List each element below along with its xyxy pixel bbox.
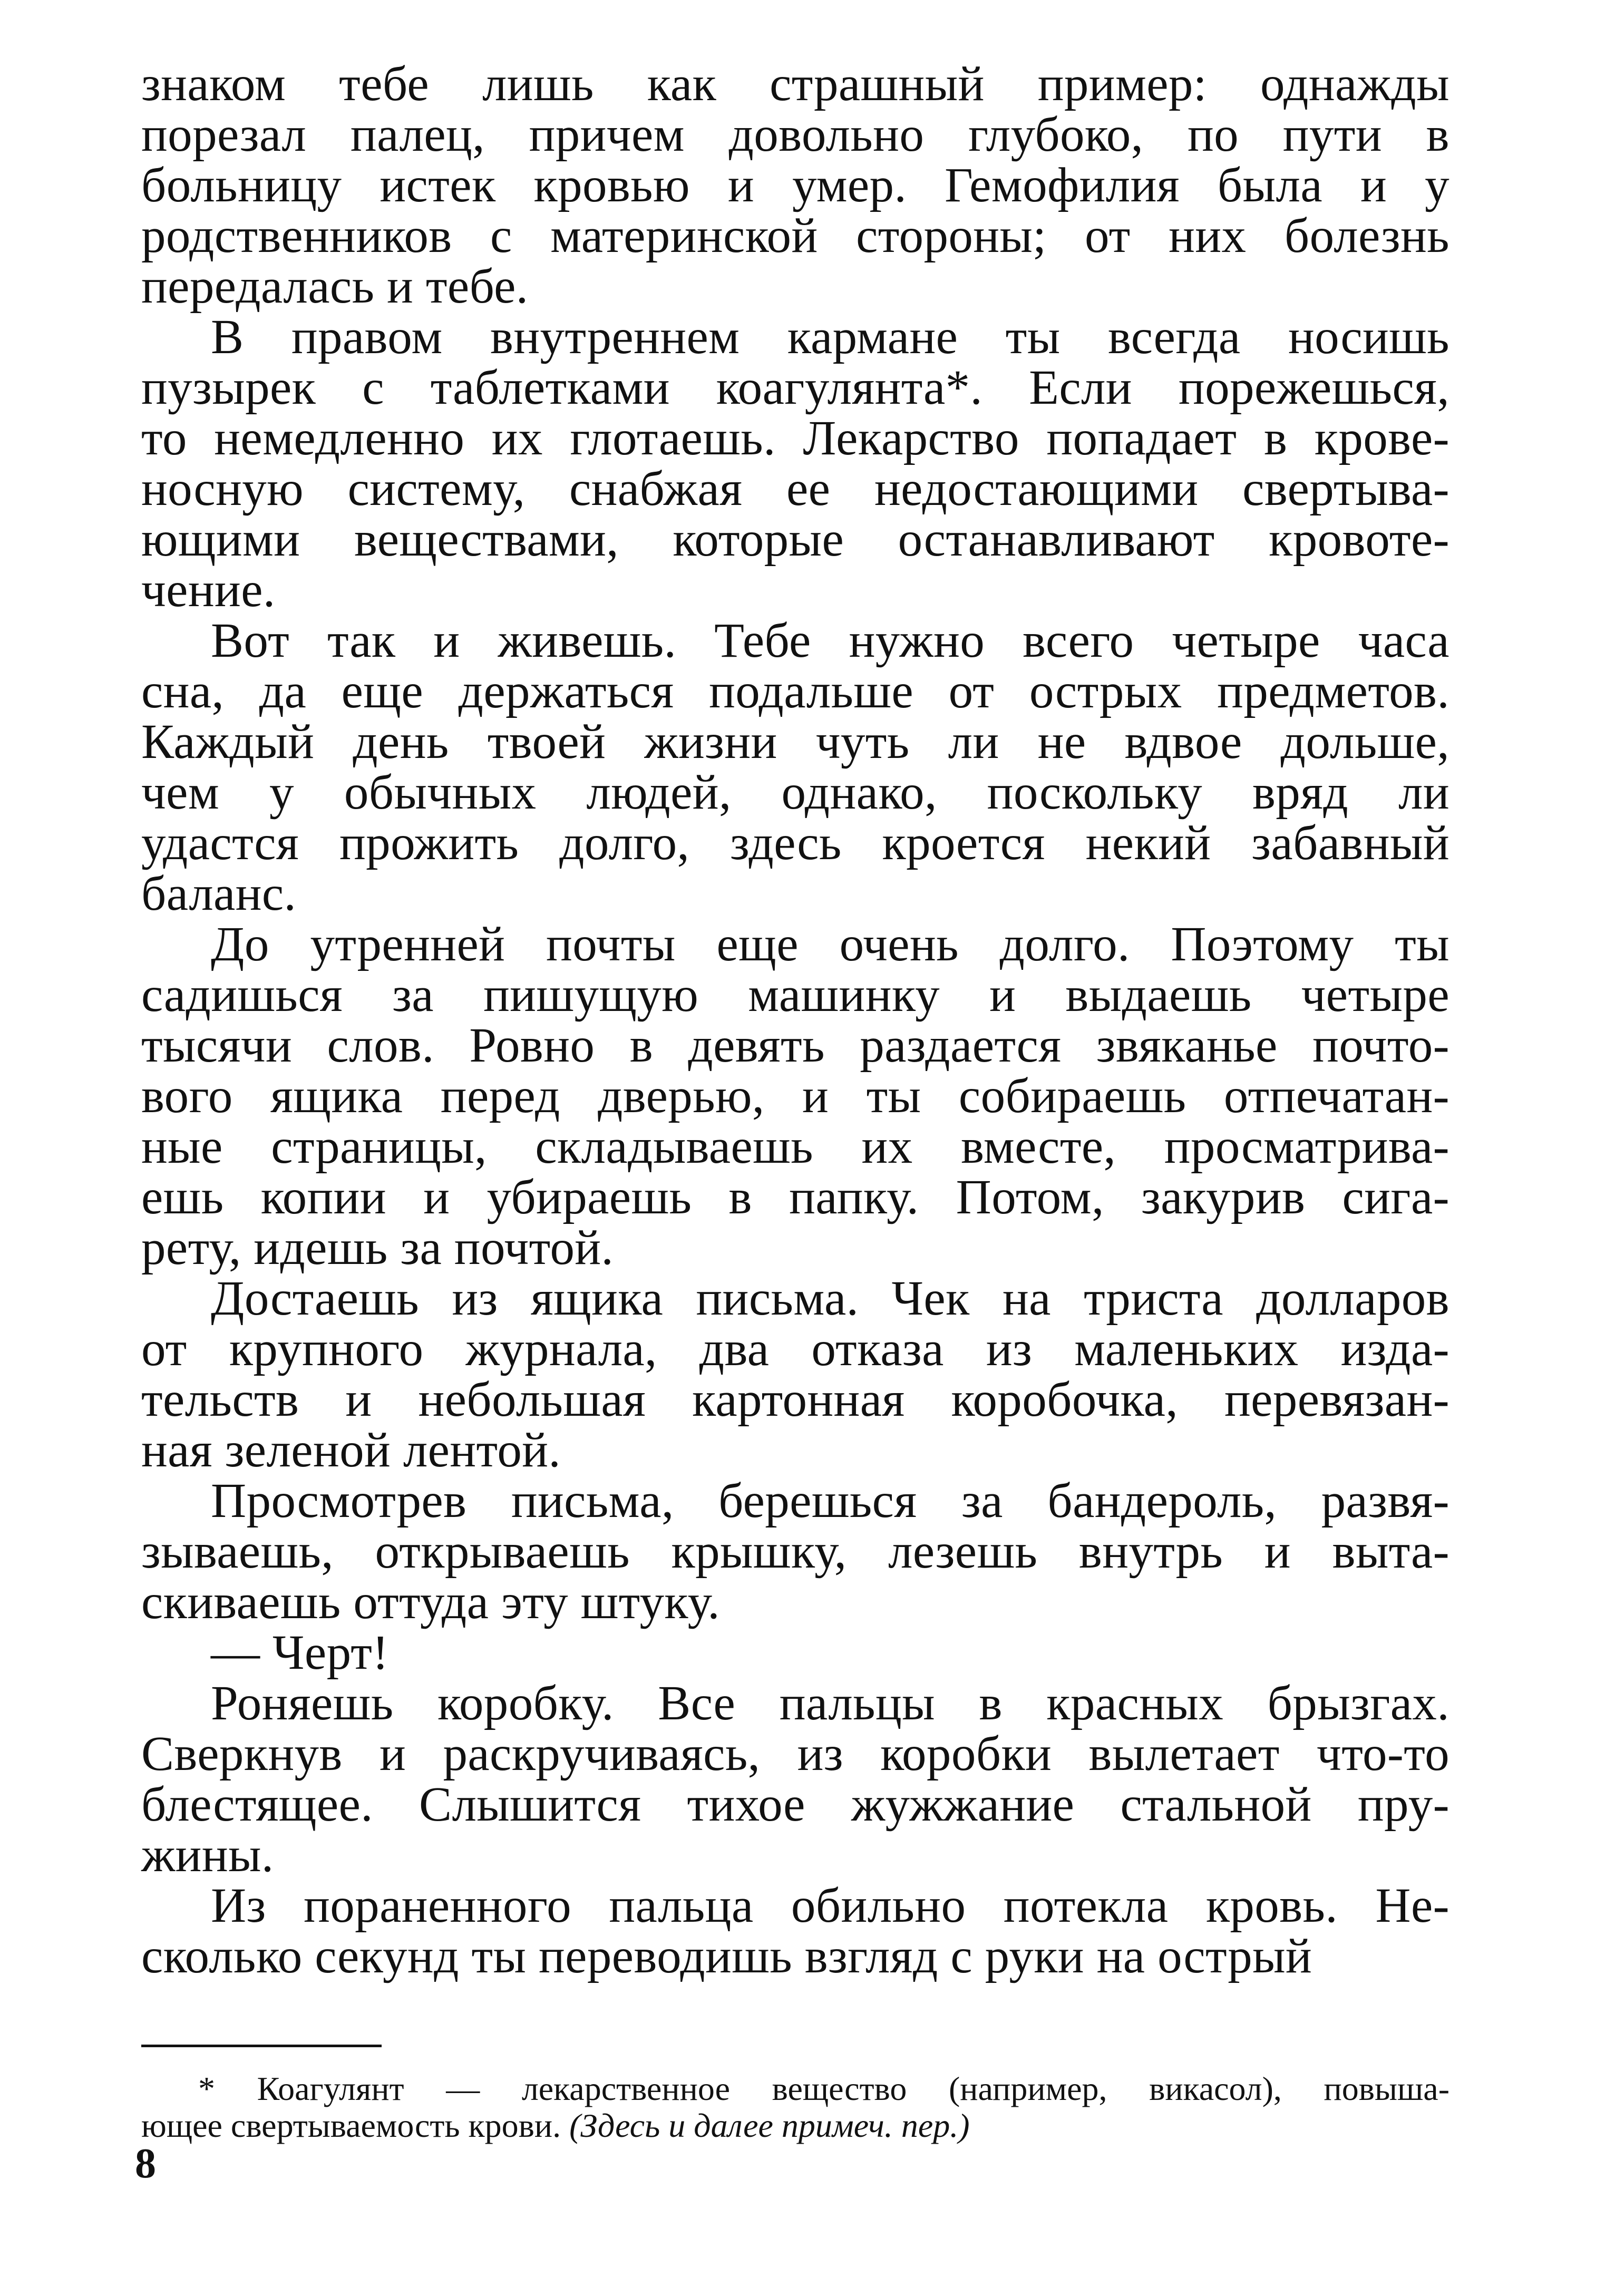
paragraph [141, 1678, 1449, 1881]
text-line: зываешь, открываешь крышку, лезешь внутрь и выта- [141, 1524, 1449, 1579]
text-line: чем у обычных людей, однако, поскольку вряд ли [141, 765, 1449, 820]
paragraph [141, 919, 1449, 1273]
footnote-text: ющее свертываемость крови. [141, 2107, 570, 2144]
text-line: передалась и тебе. [141, 259, 529, 314]
text-line: вого ящика перед дверью, и ты собираешь отпечатан- [141, 1069, 1449, 1123]
footnote-line [141, 2107, 1449, 2144]
footnote-line: * Коагулянт — лекарственное вещество (например, викасол), повыша- [198, 2070, 1449, 2107]
footnote-divider [141, 2045, 382, 2047]
text-line: До утренней почты еще очень долго. Поэтому ты [211, 917, 1449, 971]
text-line: Просмотрев письма, берешься за бандероль, развя- [211, 1474, 1449, 1528]
text-line: Сверкнув и раскручиваясь, из коробки вылетает что-то [141, 1727, 1449, 1781]
text-line: садишься за пишущую машинку и выдаешь четыре [141, 968, 1449, 1022]
text-line: тельств и небольшая картонная коробочка, перевязан- [141, 1373, 1449, 1427]
paragraph [141, 1476, 1449, 1628]
page-number: 8 [135, 2141, 156, 2187]
text-line: чение. [141, 563, 276, 617]
text-line: ная зеленой лентой. [141, 1423, 561, 1477]
text-line: Роняешь коробку. Все пальцы в красных брызгах. [211, 1676, 1449, 1730]
text-line: Достаешь из ящика письма. Чек на триста долларов [211, 1271, 1449, 1326]
text-line: ющими веществами, которые останавливают кровоте- [141, 512, 1449, 567]
text-line: блестящее. Слышится тихое жужжание стальной пру- [141, 1777, 1449, 1832]
paragraph [141, 59, 1449, 312]
paragraph [141, 1628, 1449, 1678]
text-line: баланс. [141, 867, 297, 921]
text-line: родственников с материнской стороны; от них болезнь [141, 209, 1449, 263]
text-line: тысячи слов. Ровно в девять раздается звяканье почто- [141, 1018, 1449, 1073]
text-line: сколько секунд ты переводишь взгляд с руки на острый [141, 1929, 1312, 1983]
paragraph [141, 1881, 1449, 1982]
text-line: ные страницы, складываешь их вместе, просматрива- [141, 1120, 1449, 1174]
paragraph [141, 1273, 1449, 1476]
text-line: жины. [141, 1828, 274, 1882]
text-line: от крупного журнала, два отказа из маленьких изда- [141, 1322, 1449, 1376]
text-line: удастся прожить долго, здесь кроется некий забавный [141, 816, 1449, 870]
text-line: порезал палец, причем довольно глубоко, по пути в [141, 108, 1449, 162]
footnote [141, 2070, 1449, 2144]
text-line: знаком тебе лишь как страшный пример: однажды [141, 57, 1449, 111]
text-line: — Черт! [211, 1626, 389, 1680]
text-line: Вот так и живешь. Тебе нужно всего четыре часа [211, 614, 1449, 668]
footnote-translator-note: (Здесь и далее примеч. пер.) [569, 2107, 970, 2144]
text-line: Каждый день твоей жизни чуть ли не вдвое дольше, [141, 715, 1449, 769]
text-line: Из пораненного пальца обильно потекла кровь. Не- [211, 1879, 1449, 1933]
text-line: В правом внутреннем кармане ты всегда носишь [211, 310, 1449, 364]
text-line: скиваешь оттуда эту штуку. [141, 1575, 720, 1629]
paragraph [141, 312, 1449, 616]
text-line: больницу истек кровью и умер. Гемофилия была и у [141, 158, 1449, 212]
text-line: носную систему, снабжая ее недостающими свертыва- [141, 462, 1449, 516]
text-line: пузырек с таблетками коагулянта*. Если порежешься, [141, 361, 1449, 415]
body-text [141, 59, 1449, 1982]
text-line: то немедленно их глотаешь. Лекарство попадает в крове- [141, 411, 1449, 465]
paragraph [141, 616, 1449, 919]
text-line: сна, да еще держаться подальше от острых предметов. [141, 664, 1449, 718]
text-line: рету, идешь за почтой. [141, 1221, 614, 1275]
text-line: ешь копии и убираешь в папку. Потом, закурив сига- [141, 1170, 1449, 1224]
